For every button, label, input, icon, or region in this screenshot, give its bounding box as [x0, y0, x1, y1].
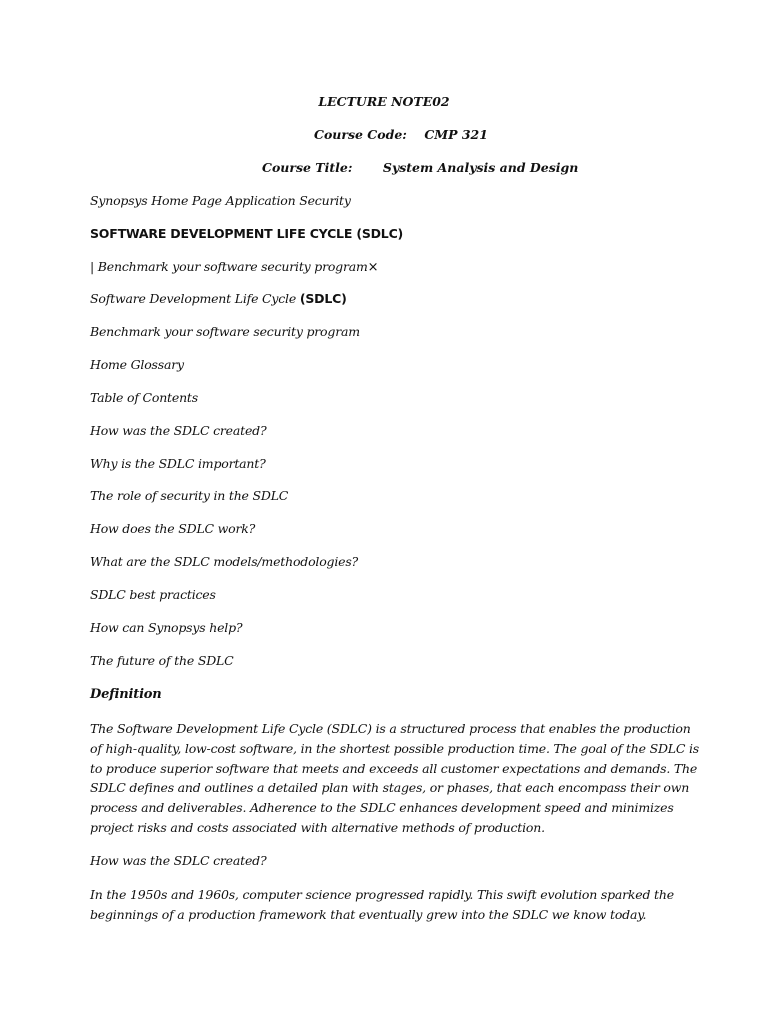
banner-text: Benchmark your software security program — [97, 259, 368, 274]
toc-item: What are the SDLC models/methodologies? — [90, 554, 359, 569]
toc-item: SDLC best practices — [90, 587, 216, 602]
toc-item: The role of security in the SDLC — [90, 488, 289, 503]
course-code-label: Course Code: — [314, 127, 407, 142]
banner-prefix: | — [90, 259, 98, 274]
toc-item: How was the SDLC created? — [90, 423, 267, 438]
home-glossary-line: Home Glossary — [90, 357, 184, 372]
toc-item: How can Synopsys help? — [90, 620, 243, 635]
course-title-value: System Analysis and Design — [382, 160, 579, 175]
definition-heading: Definition — [90, 687, 162, 702]
benchmark-banner — [90, 259, 378, 276]
benchmark-line: Benchmark your software security program — [90, 324, 360, 339]
created-heading: How was the SDLC created? — [90, 853, 267, 868]
toc-item: How does the SDLC work? — [90, 521, 256, 536]
course-code-value: CMP 321 — [424, 127, 488, 142]
definition-paragraph: The Software Development Life Cycle (SDLC) is a structured process that enables the production of high-quality, low-cost software, in the shortest possible production time. The goal of the SDLC is to produce superior software that meets and exceeds all customer expectations and demands. The SDLC defines and outlines a detailed plan with stages, or phases, that each encompass their own process and deliverables. Adherence to the SDLC enhances development speed and minimizes project risks and costs associated with alternative methods of production. — [90, 721, 700, 835]
lecture-title: LECTURE NOTE02 — [318, 94, 450, 109]
sdlc-title-line — [90, 291, 347, 307]
created-paragraph: In the 1950s and 1960s, computer science progressed rapidly. This swift evolution sparked the beginnings of a production framework that eventually grew into the SDLC we know today. — [90, 887, 674, 922]
toc-item: The future of the SDLC — [90, 653, 234, 668]
toc-item: Why is the SDLC important? — [90, 456, 266, 471]
toc-title: Table of Contents — [90, 390, 198, 405]
course-title-label: Course Title: — [262, 160, 353, 175]
course-title-line — [262, 160, 578, 176]
synopsys-line: Synopsys Home Page Application Security — [90, 193, 351, 208]
sdlc-heading: SOFTWARE DEVELOPMENT LIFE CYCLE (SDLC) — [90, 226, 404, 241]
close-icon[interactable]: × — [367, 260, 379, 275]
sdlc-title-text: Software Development Life Cycle — [90, 291, 300, 306]
sdlc-title-abbr: (SDLC) — [299, 291, 347, 306]
course-code-line — [314, 127, 488, 143]
